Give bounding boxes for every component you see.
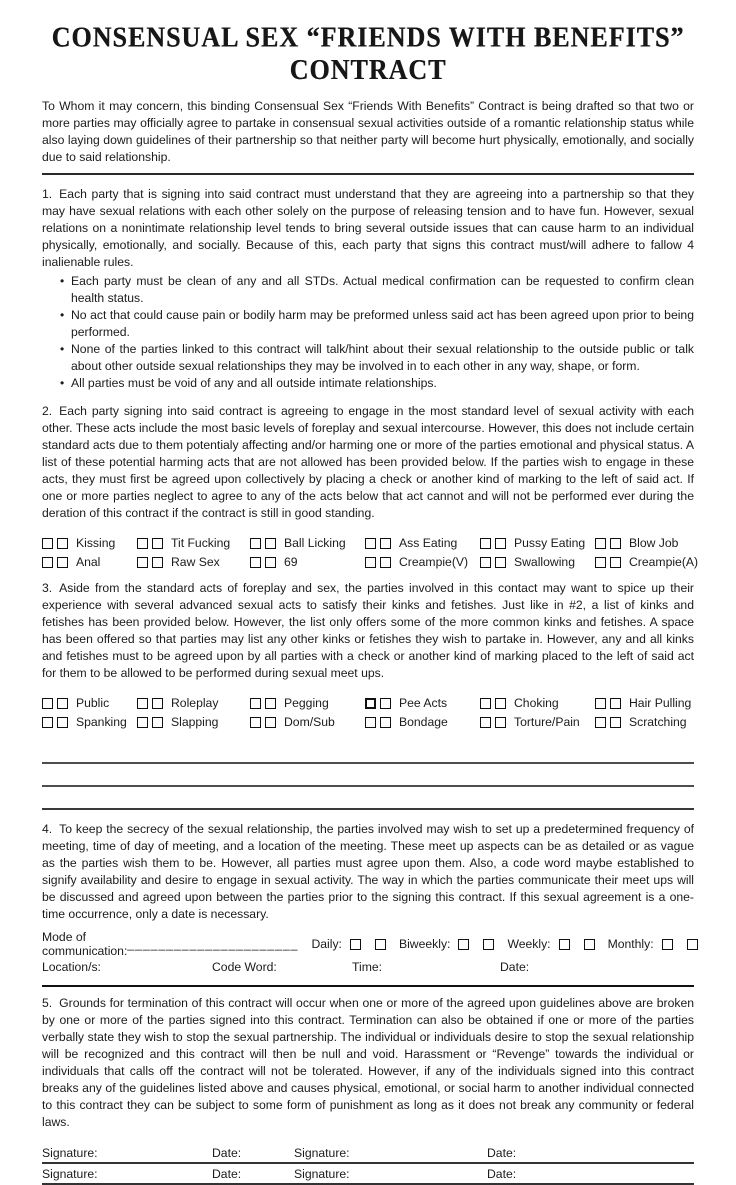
kink-label: Spanking bbox=[76, 715, 127, 729]
checkbox[interactable] bbox=[380, 698, 391, 709]
divider bbox=[42, 985, 694, 987]
checkbox[interactable] bbox=[265, 557, 276, 568]
signature-block bbox=[42, 1143, 694, 1185]
daily-label: Daily: bbox=[311, 937, 342, 951]
section-4-number: 4. bbox=[42, 822, 53, 836]
frequency-option-biweekly bbox=[399, 937, 494, 951]
frequency-option-daily bbox=[311, 937, 385, 951]
act-option-blow-job bbox=[595, 536, 698, 550]
checkbox[interactable] bbox=[559, 939, 570, 950]
checkbox[interactable] bbox=[250, 557, 261, 568]
kink-option-roleplay bbox=[137, 696, 250, 710]
section-4 bbox=[42, 821, 694, 976]
checkbox[interactable] bbox=[42, 698, 53, 709]
act-option-ball-licking bbox=[250, 536, 365, 550]
act-label: Tit Fucking bbox=[171, 536, 231, 550]
monthly-label: Monthly: bbox=[607, 937, 654, 951]
act-label: Blow Job bbox=[629, 536, 679, 550]
rule-item: • All parties must be void of any and all outside intimate relationships. bbox=[60, 375, 694, 392]
act-label: Anal bbox=[76, 555, 101, 569]
checkbox[interactable] bbox=[480, 557, 491, 568]
checkbox[interactable] bbox=[495, 698, 506, 709]
checkbox[interactable] bbox=[610, 538, 621, 549]
checkbox[interactable] bbox=[495, 538, 506, 549]
signature-label: Signature: bbox=[42, 1167, 98, 1181]
section-4-text: To keep the secrecy of the sexual relationship, the parties involved may wish to set up a predetermined frequency of meeting, time of day of meeting, and a location of the meeting. These meet up aspects can be as detailed or as vague as the parties wish them to be. However, all parties must agree upon them. Also, a code word maybe established to signify availability and desire to engage in sexual activity. The way in which the parties communicate their meet ups will be discussed and agreed upon between the parties prior to the signing this contract. If this sexual agreement is a one-time occurrence, only a date is necessary. bbox=[42, 822, 694, 921]
kink-label: Torture/Pain bbox=[514, 715, 580, 729]
section-3 bbox=[42, 580, 694, 810]
checkbox[interactable] bbox=[380, 717, 391, 728]
checkbox[interactable] bbox=[152, 538, 163, 549]
checkbox[interactable] bbox=[610, 698, 621, 709]
signature-row[interactable] bbox=[42, 1143, 694, 1164]
kink-option-pegging bbox=[250, 696, 365, 710]
date-label: Date: bbox=[500, 960, 530, 974]
checkbox[interactable] bbox=[42, 557, 53, 568]
kink-label: Choking bbox=[514, 696, 559, 710]
section-3-text: Aside from the standard acts of foreplay and sex, the parties involved in this contact may want to spice up their experience with several advanced sexual acts to satisfy their kinks and fetishes. Just like in #2, a list of kinks and fetishes has been provided below. However, the list only offers some of the more common kinks and fetishes. A space has been offered so that parties may list any other kinks or fetishes they wish to partake in. However, any and all kinks and fetishes must to be agreed upon by all parties with a check or another kind of marking placed to the left of said act for them to be allowed to be performed during sexual meet ups. bbox=[42, 581, 694, 680]
checkbox[interactable] bbox=[584, 939, 595, 950]
section-2 bbox=[42, 403, 699, 569]
checkbox[interactable] bbox=[595, 698, 606, 709]
checkbox[interactable] bbox=[662, 939, 673, 950]
date-label: Date: bbox=[212, 1146, 242, 1160]
checkbox[interactable] bbox=[152, 698, 163, 709]
checkbox[interactable] bbox=[480, 698, 491, 709]
act-label: 69 bbox=[284, 555, 298, 569]
checkbox[interactable] bbox=[480, 538, 491, 549]
checkbox[interactable] bbox=[137, 557, 148, 568]
act-option-creampie-a bbox=[595, 555, 698, 569]
section-2-text: Each party signing into said contract is agreeing to engage in the most standard level of sexual activity with each other. These acts include the most basic levels of foreplay and sexual intercourse. However, this does not include certain standard acts due to them potentialy affecting and/or harming one or more of the parties emotional and physical status. A list of these potential harming acts that are not allowed has been provided below. If the parties wish to engage in these acts, they must first be agreed upon collectively by placing a check or another kind of marking to the left of said act. If one or more parties neglect to agree to any of the acts below that act cannot and will not be performed ever during the deration of this contract if the contract is still in good standing. bbox=[42, 404, 694, 520]
act-option-kissing bbox=[42, 536, 137, 550]
checkbox[interactable] bbox=[480, 717, 491, 728]
kink-label: Hair Pulling bbox=[629, 696, 692, 710]
checkbox[interactable] bbox=[365, 538, 376, 549]
checkbox[interactable] bbox=[265, 538, 276, 549]
checkbox[interactable] bbox=[610, 717, 621, 728]
fill-in-line[interactable] bbox=[42, 787, 694, 810]
section-1-number: 1. bbox=[42, 187, 53, 201]
section-2-number: 2. bbox=[42, 404, 53, 418]
checkbox[interactable] bbox=[250, 538, 261, 549]
frequency-option-weekly bbox=[507, 937, 594, 951]
checkbox[interactable] bbox=[595, 538, 606, 549]
act-label: Creampie(A) bbox=[629, 555, 699, 569]
checkbox[interactable] bbox=[42, 538, 53, 549]
kink-option-torture-pain bbox=[480, 715, 595, 729]
kink-option-choking bbox=[480, 696, 595, 710]
section-1-rules-list bbox=[42, 273, 694, 392]
kinks-grid bbox=[42, 696, 694, 729]
kink-option-dom-sub bbox=[250, 715, 365, 729]
signature-label: Signature: bbox=[42, 1146, 98, 1160]
checkbox[interactable] bbox=[250, 698, 261, 709]
act-label: Raw Sex bbox=[171, 555, 220, 569]
checkbox[interactable] bbox=[595, 717, 606, 728]
kink-label: Scratching bbox=[629, 715, 687, 729]
checkbox[interactable] bbox=[595, 557, 606, 568]
checkbox[interactable] bbox=[152, 557, 163, 568]
kink-label: Pegging bbox=[284, 696, 329, 710]
divider bbox=[42, 173, 694, 175]
section-5-number: 5. bbox=[42, 996, 53, 1010]
kink-label: Pee Acts bbox=[399, 696, 448, 710]
location-label: Location/s: bbox=[42, 960, 101, 974]
standard-acts-grid bbox=[42, 536, 699, 569]
act-option-swallowing bbox=[480, 555, 595, 569]
kink-option-pee-acts bbox=[365, 696, 480, 710]
kink-label: Slapping bbox=[171, 715, 219, 729]
section-5 bbox=[42, 995, 694, 1131]
kink-option-spanking bbox=[42, 715, 137, 729]
checkbox[interactable] bbox=[57, 698, 68, 709]
checkbox[interactable] bbox=[152, 717, 163, 728]
act-label: Creampie(V) bbox=[399, 555, 469, 569]
checkbox[interactable] bbox=[495, 717, 506, 728]
frequency-option-monthly bbox=[608, 937, 698, 951]
kink-label: Public bbox=[76, 696, 110, 710]
kink-label: Dom/Sub bbox=[284, 715, 335, 729]
signature-label: Signature: bbox=[294, 1146, 350, 1160]
act-option-anal bbox=[42, 555, 137, 569]
act-label: Pussy Eating bbox=[514, 536, 586, 550]
checkbox[interactable] bbox=[495, 557, 506, 568]
intro-paragraph: To Whom it may concern, this binding Consensual Sex “Friends With Benefits” Contract is being drafted so that two or more parties may officially agree to partake in consensual sexual activities outside of a romantic relationship status while also laying down guidelines of their partnership so that neither party will become hurt physically, emotionally, and socially due to said relationship. bbox=[42, 99, 694, 164]
act-label: Swallowing bbox=[514, 555, 575, 569]
signature-row[interactable] bbox=[42, 1164, 694, 1185]
checkbox[interactable] bbox=[365, 557, 376, 568]
kink-option-hair-pulling bbox=[595, 696, 694, 710]
kink-option-slapping bbox=[137, 715, 250, 729]
extra-kinks-write-in-area bbox=[42, 741, 694, 810]
weekly-label: Weekly: bbox=[507, 937, 551, 951]
checkbox[interactable] bbox=[137, 698, 148, 709]
checkbox[interactable] bbox=[42, 717, 53, 728]
checkbox[interactable] bbox=[687, 939, 698, 950]
signature-label: Signature: bbox=[294, 1167, 350, 1181]
section-3-number: 3. bbox=[42, 581, 53, 595]
rule-item: • None of the parties linked to this contract will talk/hint about their sexual relationship to the outside public or talk about other outside sexual relationships they may be involved in to each other in any way, shape, or form. bbox=[60, 341, 694, 375]
checkbox[interactable] bbox=[137, 717, 148, 728]
checkbox[interactable] bbox=[610, 557, 621, 568]
meeting-frequency-row bbox=[42, 930, 694, 958]
section-1-text: Each party that is signing into said contract must understand that they are agreeing into a partnership so that they may have sexual relations with each other solely on the purpose of releasing tension and to have fun. However, sexual relations on a nonintimate relationship level tends to bring several outside issues that can cause harm to an individual physically, emotionally, and socially. Because of this, each party that signs this contract must/will adhere to fallow 4 inalienable rules. bbox=[42, 187, 694, 269]
act-option-ass-eating bbox=[365, 536, 480, 550]
date-label: Date: bbox=[487, 1146, 517, 1160]
kink-option-public bbox=[42, 696, 137, 710]
act-option-pussy-eating bbox=[480, 536, 595, 550]
act-option-raw-sex bbox=[137, 555, 250, 569]
section-5-text: Grounds for termination of this contract will occur when one or more of the agreed upon guidelines above are broken by one or more of the parties signed into this contract. Termination can also be obtained if one or more of the parties verbally state they wish to stop the sexual partnership. The individual or individuals desire to stop the sexual relationship will be recognized and this contract will then be null and void. Harassment or “Revenge” towards the individual or individuals that calls off the contract will not be tolerated. However, if any of the individuals signed into this contract breaks any of the guidelines listed above and causes physical, emotional, or social harm to another individual connected to this contract they can be subject to some form of punishment as long as it does not break any community or federal laws. bbox=[42, 996, 694, 1129]
checkbox[interactable] bbox=[57, 557, 68, 568]
page-title: CONSENSUAL SEX “FRIENDS WITH BENEFITS” CONTRACT bbox=[51, 21, 685, 86]
checkbox[interactable] bbox=[380, 557, 391, 568]
mode-of-communication-label: Mode of communication: bbox=[42, 930, 128, 958]
checkbox[interactable] bbox=[250, 717, 261, 728]
checkbox[interactable] bbox=[137, 538, 148, 549]
rule-item: • No act that could cause pain or bodily harm may be preformed unless said act has been agreed upon prior to being performed. bbox=[60, 307, 694, 341]
code-word-label: Code Word: bbox=[212, 960, 277, 974]
date-label: Date: bbox=[212, 1167, 242, 1181]
fill-in-line[interactable] bbox=[42, 764, 694, 787]
act-option-tit-fucking bbox=[137, 536, 250, 550]
date-label: Date: bbox=[487, 1167, 517, 1181]
act-label: Ball Licking bbox=[284, 536, 346, 550]
checkbox[interactable] bbox=[483, 939, 494, 950]
act-option-creampie-v bbox=[365, 555, 480, 569]
checkbox[interactable] bbox=[365, 717, 376, 728]
act-label: Ass Eating bbox=[399, 536, 458, 550]
checkbox[interactable] bbox=[350, 939, 361, 950]
checkbox[interactable] bbox=[375, 939, 386, 950]
checkbox[interactable] bbox=[265, 698, 276, 709]
fill-in-line[interactable] bbox=[42, 741, 694, 764]
kink-option-scratching bbox=[595, 715, 694, 729]
time-label: Time: bbox=[352, 960, 383, 974]
kink-label: Roleplay bbox=[171, 696, 219, 710]
mode-of-communication-field[interactable]: ______________________ bbox=[127, 937, 299, 951]
act-label: Kissing bbox=[76, 536, 116, 550]
checkbox[interactable] bbox=[57, 538, 68, 549]
checkbox[interactable] bbox=[265, 717, 276, 728]
kink-option-bondage bbox=[365, 715, 480, 729]
biweekly-label: Biweekly: bbox=[398, 937, 451, 951]
act-option-69 bbox=[250, 555, 365, 569]
rule-item: • Each party must be clean of any and all STDs. Actual medical confirmation can be requested to confirm clean health status. bbox=[60, 273, 694, 307]
checkbox[interactable] bbox=[380, 538, 391, 549]
kink-label: Bondage bbox=[399, 715, 448, 729]
checkbox[interactable] bbox=[458, 939, 469, 950]
section-1 bbox=[42, 186, 694, 392]
checkbox[interactable] bbox=[365, 698, 376, 709]
checkbox[interactable] bbox=[57, 717, 68, 728]
meeting-details-row bbox=[42, 958, 694, 976]
